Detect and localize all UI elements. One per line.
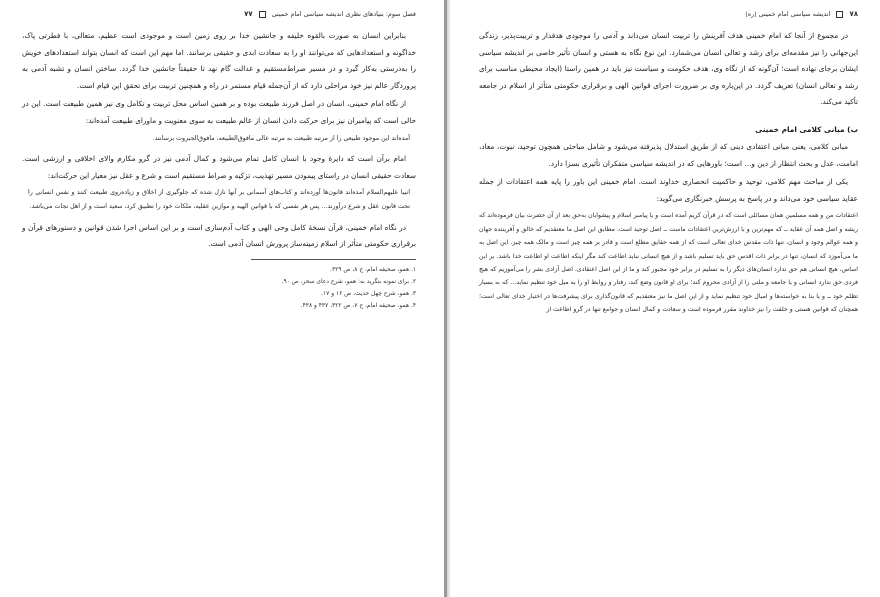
left-paragraph-2: از نگاه امام خمینی، انسان در اصل فرزند طبیعت بوده و بر همین اساس محل تربیت و تکامل وی نیز همین طبیعت است. این در حالی است که پیامبران نیز برای حرکت دادن انسان از عالم طبیعت به سوی معنویت و ماورای طبیعت آمده‌اند:	[22, 99, 416, 125]
footnote-item: ۲. برای نمونه بنگرید به: همو، شرح دعای سحر، ص ۹۰.	[281, 278, 416, 285]
left-quote-2: انبیا علیهم‌السلام آمده‌اند قانون‌ها آورده‌اند و کتاب‌های آسمانی بر آنها نازل شده که جلوگیری از اخلاق و زیاده‌روی طبیعت کنند و نفس انسانی را تحت قانون عقل و شرع درآورند... پس هر نفسی که با قوانین الهیه و موازین عقلیه، ملکات خود را تطبیق کرد، سعید است و از اهل نجات می‌باشد.	[28, 189, 410, 210]
left-running-header	[22, 8, 416, 20]
footnotes-list	[22, 264, 416, 313]
left-quote-1: آمده‌اند این موجود طبیعی را از مرتبه طبیعت به مرتبه عالی مافوق‌الطبیعه، مافوق‌الجبروت برسانند.	[152, 134, 410, 142]
left-paragraph-3: امام برآن است که دایرهٔ وجود با انسان کامل تمام می‌شود و کمال آدمی نیز در گرو مکارم والای اخلاقی و ارزشی است. سعادت حقیقی انسان در راستای پیمودن مسیر تهذیب، تزکیه و صراط مستقیم است و شرع و عقل نیز معیار این حرکت‌اند:	[22, 154, 416, 180]
header-box-icon	[836, 11, 843, 18]
right-running-header	[479, 8, 858, 20]
header-box-icon	[259, 11, 266, 18]
footnote-item: ۱. همو، صحیفه امام، ج ۸، ص ۳۲۹.	[330, 266, 416, 273]
right-paragraph-2: مبانی کلامی، یعنی مبانی اعتقادی دینی که از طریق استدلال پذیرفته می‌شود و شامل مباحثی همچون توحید، نبوت، معاد، امامت، عدل و بحث انتظار از دین و... است؛ باورهایی که در اندیشه سیاسی متفکران تأثیری بسزا دارد.	[479, 141, 858, 168]
right-header-title: اندیشه سیاسی امام خمینی (ره)	[745, 10, 831, 18]
footnote-item: ۳. همو، شرح چهل حدیث، ص ۱۶ و ۱۷.	[321, 291, 416, 298]
left-header-title: فصل سوم: بنیادهای نظری اندیشه سیاسی امام خمینی	[271, 10, 416, 18]
footnote-rule	[251, 259, 416, 260]
right-page-number: ۷۸	[849, 10, 858, 18]
right-paragraph-1: در مجموع از آنجا که امام خمینی هدف آفرینش را تربیت انسان می‌داند و آدمی را موجودی هدفدار و تربیت‌پذیر، زندگی این‌جهانی را نیز مقدمه‌ای برای رشد و تعالی انسان می‌شمارد. این نوع نگاه به هستی و انسان تأثیر خاصی بر اندیشه سیاسی ایشان برجای نهاده است؛ آن‌گونه که از نگاه وی، هدف حکومت و سیاست نیز باید در همین راستا (ایجاد محیطی مناسب برای رشد و تعالی انسان) تعریف گردد. در این‌باره وی بر ضرورت اجرای قوانین الهی و برقراری حکومتی متأثر از اسلام در جامعه تأکید می‌کند.	[479, 31, 858, 107]
left-paragraph-4: در نگاه امام خمینی، قرآن نسخهٔ کامل وحی الهی و کتاب آدم‌سازی است و بر این اساس اجرا شدن قوانین و دستورهای قرآن و برقراری حکومتی متأثر از اسلام زمینه‌ساز پرورش انسان آدمی است.	[22, 222, 416, 249]
section-subheading: ب) مبانی کلامی امام خمینی	[755, 124, 858, 134]
right-paragraph-3: یکی از مباحث مهم کلامی، توحید و حاکمیت انحصاری خداوند است. امام خمینی این باور را پایه همه اعتقادات از جمله عقاید سیاسی خود می‌داند و در پاسخ به پرسش خبرنگاری می‌گوید:	[479, 177, 858, 203]
footnote-item: ۴. همو، صحیفه امام، ج ۷، ص ۳۲۲، ۴۳۷ و ۴۳۸.	[300, 303, 416, 310]
left-paragraph-1: بنابراین انسان به صورت بالقوه خلیفه و جانشین خدا بر روی زمین است و موجودی است عظیم، متعالی، با فطرتی پاک، خداگونه و استعدادهایی که می‌توانند او را به سعادت ابدی و حقیقی برسانند. اما مهم این است که انسان بتواند استعدادهای خویش را به‌درستی به‌کار گیرد و در مسیر صراط‌مستقیم و عدالت گام نهد تا حقیقتاً جانشین خدا گردد. ساختن انسان و تشبه آدمی به پروردگار عالم نیز خود مراحلی دارد که از آن‌جمله قیام مستمر در راه و همچنین تربیت برای تحقق این قیام است.	[22, 31, 416, 90]
right-quote: اعتقادات من و همه مسلمین همان مسائلی است که در قرآن کریم آمده است و یا پیامبر اسلام و پیشوایان به‌حق بعد از آن حضرت بیان فرموده‌اند که ریشه و اصل همه آن عقاید ــ که مهم‌ترین و با ارزش‌ترین اعتقادات ماست ــ اصل توحید است. مطابق این اصل ما معتقدیم که خالق و آفریننده جهان و همه عوالم وجود و انسان، تنها ذات مقدس خدای تعالی است که از همه حقایق مطلع است و قادر بر همه چیز است و مالک همه چیز. این اصل به ما می‌آموزد که انسان، تنها در برابر ذات اقدس حق باید تسلیم باشد و از هیچ انسانی نباید اطاعت کند مگر اینکه اطاعت او اطاعت خدا باشد. بر این اساس، هیچ انسانی هم حق ندارد انسان‌های دیگر را به تسلیم در برابر خود مجبور کند و ما از این اصل اعتقادی، اصل آزادی بشر را می‌آموزیم که هیچ فردی حق ندارد انسانی و یا جامعه و ملتی را از آزادی محروم کند؛ برای او قانون وضع کند، رفتار و روابط او را به میل خود تنظیم نماید... که به بسیار تظلم خود ــ و یا بنا به خواسته‌ها و امیال خود تنظیم نماید و از این اصل ما نیز معتقدیم که قانون‌گذاری برای پیشرفت‌ها در اختیار خدای تعالی است؛ همچنان که قوانین هستی و خلقت را نیز خداوند مقرر فرموده است و سعادت و کمال انسان و جوامع تنها در گرو اطاعت از	[479, 212, 858, 314]
right-page	[451, 0, 880, 597]
left-page-number: ۷۷	[244, 10, 253, 18]
